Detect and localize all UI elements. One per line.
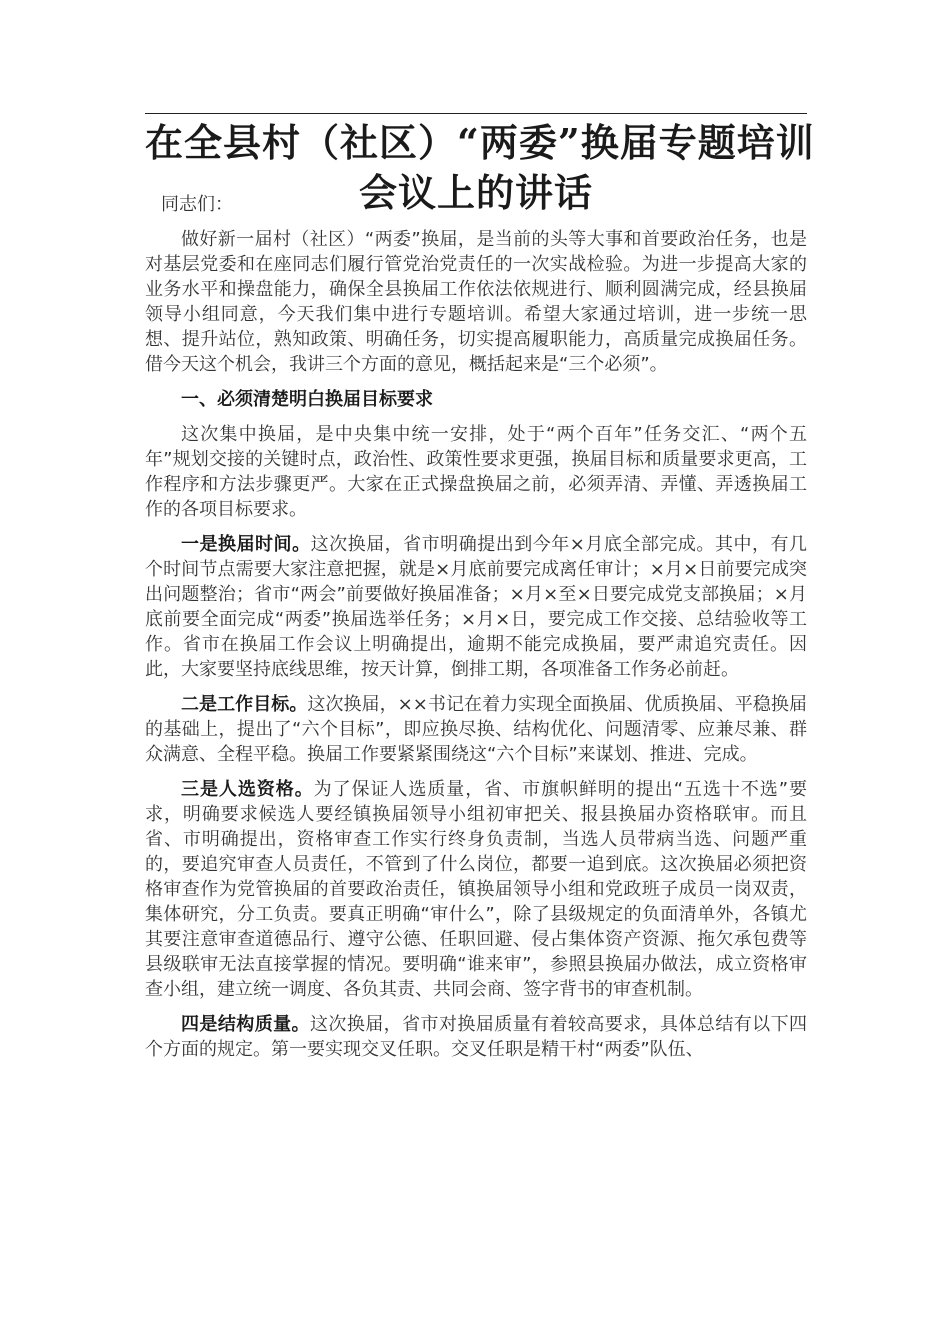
point-1-paragraph [145, 532, 807, 682]
title-line-2: 会议上的讲话 [358, 170, 593, 215]
point-2-paragraph [145, 692, 807, 767]
section-1-intro: 这次集中换届，是中央集中统一安排，处于“两个百年”任务交汇、“两个五年”规划交接的关键时点，政治性、政策性要求更强，换届目标和质量要求更高，工作程序和方法步骤更严。大家在正式操盘换届之前，必须弄清、弄懂、弄透换届工作的各项目标要求。 [145, 424, 807, 520]
point-3-paragraph [145, 777, 807, 1002]
intro-paragraph: 做好新一届村（社区）“两委”换届，是当前的头等大事和首要政治任务，也是对基层党委和在座同志们履行管党治党责任的一次实战检验。为进一步提高大家的业务水平和操盘能力，确保全县换届工作依法依规进行、顺利圆满完成，经县换届领导小组同意，今天我们集中进行专题培训。希望大家通过培训，进一步统一思想、提升站位，熟知政策、明确任务，切实提高履职能力，高质量完成换届任务。借今天这个机会，我讲三个方面的意见，概括起来是“三个必须”。 [145, 229, 807, 375]
point-3-lead: 三是人选资格。 [181, 779, 314, 800]
point-4-text: 这次换届，省市对换届质量有着较高要求，具体总结有以下四个方面的规定。第一要实现交叉任职。交叉任职是精干村“两委”队伍、 [145, 1014, 808, 1060]
point-4-paragraph [145, 1012, 807, 1062]
title-line-1: 在全县村（社区）“两委”换届专题培训 [145, 120, 815, 165]
point-3-text: 为了保证人选质量，省、市旗帜鲜明的提出“五选十不选”要求，明确要求候选人要经镇换届领导小组初审把关、报县换届办资格联审。而且省、市明确提出，资格审查工作实行终身负责制，当选人员带病当选、问题严重的，要追究审查人员责任，不管到了什么岗位，都要一追到底。这次换届必须把资格审查作为党管换届的首要政治责任，镇换届领导小组和党政班子成员一岗双责，集体研究，分工负责。要真正明确“审什么”，除了县级规定的负面清单外，各镇尤其要注意审查道德品行、遵守公德、任职回避、侵占集体资产资源、拖欠承包费等县级联审无法直接掌握的情况。要明确“谁来审”，参照县换届办做法，成立资格审查小组，建立统一调度、各负其责、共同会商、签字背书的审查机制。 [145, 779, 807, 1000]
salutation: 同志们： [161, 194, 233, 215]
point-1-text: 这次换届，省市明确提出到今年×月底全部完成。其中，有几个时间节点需要大家注意把握，就是×月底前要完成离任审计；×月×日前要完成突出问题整治；省市“两会”前要做好换届准备；×月×至×日要完成党支部换届；×月底前要全面完成“两委”换届选举任务；×月×日，要完成工作交接、总结验收等工作。省市在换届工作会议上明确提出，逾期不能完成换届，要严肃追究责任。因此，大家要坚持底线思维，按天计算，倒排工期，各项准备工作务必前赶。 [145, 534, 807, 680]
point-2-text: 这次换届，××书记在着力实现全面换届、优质换届、平稳换届的基础上，提出了“六个目标”，即应换尽换、结构优化、问题清零、应兼尽兼、群众满意、全程平稳。换届工作要紧紧围绕这“六个目标”来谋划、推进、完成。 [145, 694, 807, 765]
point-2-lead: 二是工作目标。 [181, 694, 308, 715]
point-4-lead: 四是结构质量。 [181, 1014, 310, 1035]
document-body [145, 192, 807, 1072]
section-heading-1: 一、必须清楚明白换届目标要求 [181, 389, 433, 410]
top-divider [145, 113, 807, 114]
point-1-lead: 一是换届时间。 [181, 534, 311, 555]
